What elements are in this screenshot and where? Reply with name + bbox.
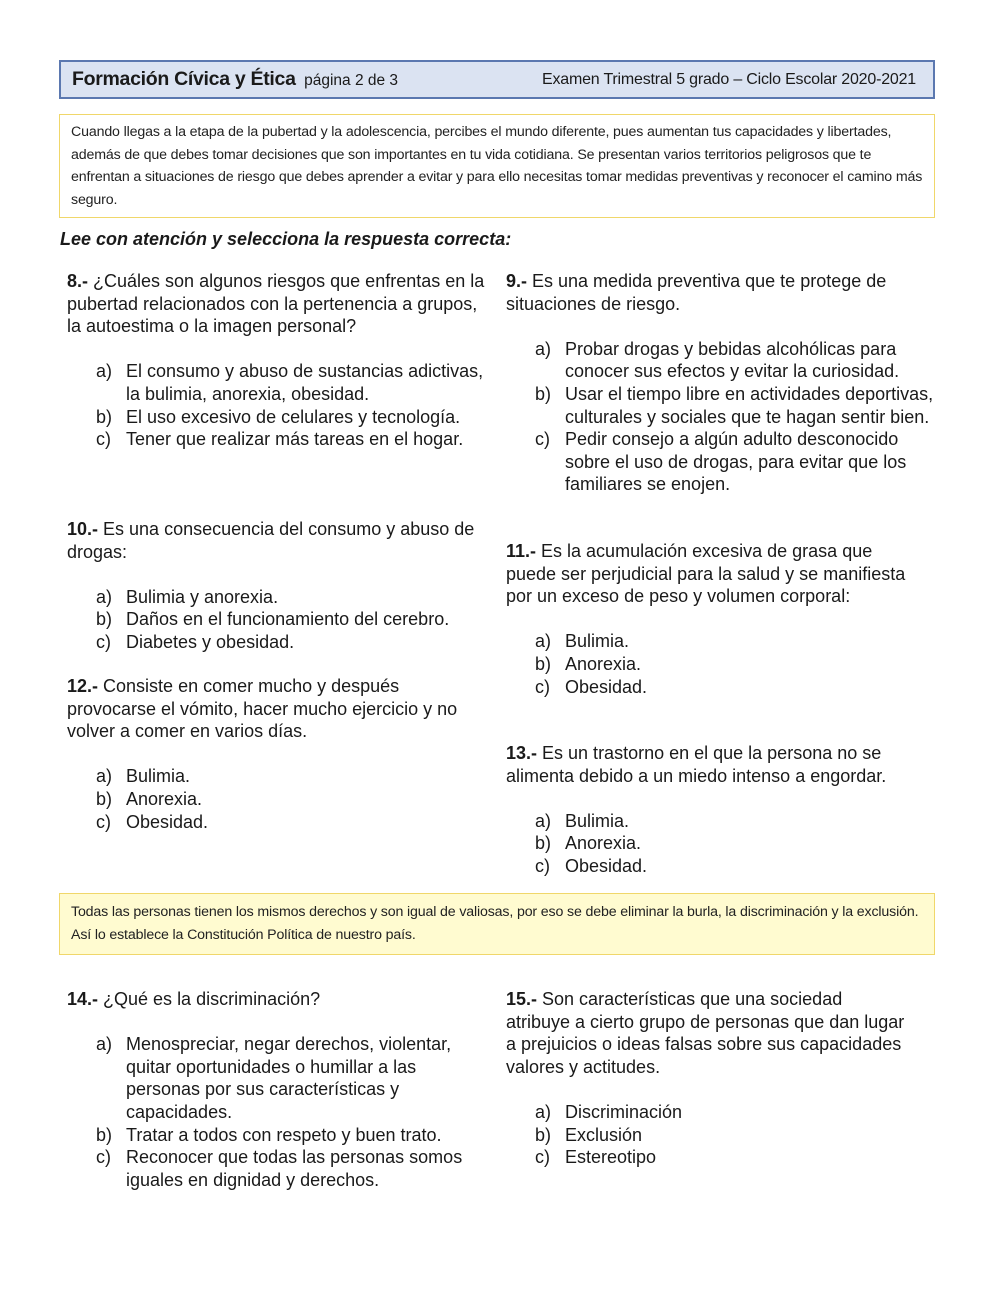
- page-number: página 2 de 3: [304, 72, 399, 89]
- option-label: b): [535, 833, 552, 854]
- option-label: b): [96, 609, 113, 630]
- option-text: Usar el tiempo libre en actividades deportivas, culturales y sociales que te hagan sentir bien.: [565, 383, 934, 427]
- option-text: Bulimia.: [126, 766, 191, 787]
- option-label: a): [96, 1034, 113, 1055]
- question-stem: [67, 518, 487, 563]
- option-text: Tener que realizar más tareas en el hogar.: [126, 429, 464, 450]
- question-number: 10.-: [67, 519, 99, 539]
- option-label: c): [535, 676, 550, 697]
- question-13: [506, 742, 936, 878]
- option-label: a): [96, 586, 113, 607]
- question-text: ¿Qué es la discriminación?: [98, 989, 321, 1009]
- option-a[interactable]: [67, 360, 487, 405]
- option-text: Anorexia.: [565, 653, 642, 674]
- options-list: [67, 1033, 487, 1191]
- question-number: 13.-: [506, 743, 538, 763]
- option-c[interactable]: [506, 428, 936, 496]
- option-b[interactable]: [506, 832, 936, 855]
- options-list: [506, 338, 936, 496]
- option-label: c): [535, 429, 550, 450]
- question-10: [67, 518, 487, 654]
- option-b[interactable]: [506, 1124, 906, 1147]
- options-list: [506, 810, 936, 878]
- question-number: 12.-: [67, 676, 99, 696]
- option-text: Diabetes y obesidad.: [126, 631, 295, 652]
- question-text: Es una consecuencia del consumo y abuso de drogas:: [67, 519, 475, 562]
- option-a[interactable]: [506, 630, 926, 653]
- option-c[interactable]: [506, 855, 936, 878]
- header-left: [72, 68, 398, 91]
- option-label: b): [96, 1124, 113, 1145]
- option-b[interactable]: [506, 383, 936, 428]
- option-text: Bulimia y anorexia.: [126, 586, 279, 607]
- option-c[interactable]: [67, 1146, 487, 1191]
- subject-title: Formación Cívica y Ética: [72, 68, 296, 90]
- option-text: Estereotipo: [565, 1147, 657, 1168]
- option-b[interactable]: [67, 406, 487, 429]
- question-9: [506, 270, 936, 496]
- option-text: Exclusión: [565, 1124, 643, 1145]
- option-b[interactable]: [67, 788, 487, 811]
- option-c[interactable]: [67, 631, 487, 654]
- option-text: Daños en el funcionamiento del cerebro.: [126, 609, 450, 630]
- question-number: 15.-: [506, 989, 538, 1009]
- question-11: [506, 540, 926, 698]
- option-text: El uso excesivo de celulares y tecnología.: [126, 406, 461, 427]
- option-c[interactable]: [67, 811, 487, 834]
- question-15: [506, 988, 906, 1169]
- question-text: Es una medida preventiva que te protege de situaciones de riesgo.: [506, 271, 887, 314]
- option-label: a): [535, 810, 552, 831]
- question-8: [67, 270, 487, 451]
- option-a[interactable]: [67, 765, 487, 788]
- rights-box: Todas las personas tienen los mismos derechos y son igual de valiosas, por eso se debe eliminar la burla, la discriminación y la exclusión. Así lo establece la Constitución Política de nuestro país.: [59, 893, 935, 955]
- option-a[interactable]: [506, 810, 936, 833]
- exam-title: Examen Trimestral 5 grado – Ciclo Escolar 2020-2021: [542, 70, 916, 88]
- question-number: 11.-: [506, 541, 537, 561]
- option-text: Reconocer que todas las personas somos iguales en dignidad y derechos.: [126, 1147, 463, 1190]
- options-list: [67, 765, 487, 833]
- option-a[interactable]: [506, 1101, 906, 1124]
- option-label: b): [535, 383, 552, 404]
- option-text: Discriminación: [565, 1101, 683, 1122]
- options-list: [67, 586, 487, 654]
- question-stem: [67, 988, 487, 1011]
- instruction-heading: Lee con atención y selecciona la respuesta correcta:: [60, 229, 512, 249]
- option-label: b): [535, 1124, 552, 1145]
- option-label: c): [96, 811, 111, 832]
- option-b[interactable]: [67, 608, 487, 631]
- option-label: a): [535, 1101, 552, 1122]
- option-text: Pedir consejo a algún adulto desconocido sobre el uso de drogas, para evitar que los familiares se enojen.: [565, 429, 907, 495]
- option-text: Menospreciar, negar derechos, violentar, quitar oportunidades o humillar a las personas por sus características y capacidades.: [126, 1034, 452, 1122]
- question-text: Son características que una sociedad atribuye a cierto grupo de personas que dan lugar a prejuicios o ideas falsas sobre sus capacidades valores y actitudes.: [506, 989, 905, 1077]
- question-number: 14.-: [67, 989, 99, 1009]
- question-stem: [67, 270, 487, 338]
- option-text: Tratar a todos con respeto y buen trato.: [126, 1124, 442, 1145]
- option-text: Obesidad.: [565, 676, 648, 697]
- question-stem: [506, 742, 936, 787]
- option-label: c): [96, 429, 111, 450]
- option-text: Anorexia.: [126, 788, 203, 809]
- question-stem: [506, 270, 936, 315]
- option-c[interactable]: [506, 1146, 906, 1169]
- options-list: [67, 360, 487, 450]
- option-label: c): [535, 855, 550, 876]
- option-label: c): [535, 1147, 550, 1168]
- question-stem: [506, 540, 926, 608]
- page-header: [59, 60, 935, 99]
- question-text: ¿Cuáles son algunos riesgos que enfrentas en la pubertad relacionados con la pertenencia a grupos, la autoestima o la imagen personal?: [67, 271, 485, 337]
- option-label: b): [535, 653, 552, 674]
- option-text: Bulimia.: [565, 631, 630, 652]
- question-text: Consiste en comer mucho y después provocarse el vómito, hacer mucho ejercicio y no volver a comer en varios días.: [67, 676, 458, 742]
- options-list: [506, 1101, 906, 1169]
- option-a[interactable]: [67, 1033, 487, 1123]
- option-label: c): [96, 631, 111, 652]
- option-text: Probar drogas y bebidas alcohólicas para conocer sus efectos y evitar la curiosidad.: [565, 338, 900, 382]
- option-b[interactable]: [67, 1124, 487, 1147]
- option-text: Bulimia.: [565, 810, 630, 831]
- options-list: [506, 630, 926, 698]
- option-label: a): [535, 631, 552, 652]
- option-text: Obesidad.: [565, 855, 648, 876]
- question-stem: [67, 675, 487, 743]
- option-a[interactable]: [67, 586, 487, 609]
- option-label: a): [96, 361, 113, 382]
- question-number: 9.-: [506, 271, 528, 291]
- intro-box: Cuando llegas a la etapa de la pubertad y la adolescencia, percibes el mundo diferente, pues aumentan tus capacidades y libertades, además de que debes tomar decisiones que son importantes en tu vida cotidiana. Se presentan varios territorios peligrosos que te enfrentan a situaciones de riesgo que debes aprender a evitar y para ello necesitas tomar medidas preventivas y reconocer el camino más seguro.: [59, 114, 935, 218]
- option-c[interactable]: [506, 676, 926, 699]
- question-text: Es un trastorno en el que la persona no se alimenta debido a un miedo intenso a engordar.: [506, 743, 887, 786]
- option-c[interactable]: [67, 428, 487, 451]
- question-14: [67, 988, 487, 1191]
- option-text: Obesidad.: [126, 811, 209, 832]
- option-a[interactable]: [506, 338, 936, 383]
- option-label: b): [96, 406, 113, 427]
- question-number: 8.-: [67, 271, 89, 291]
- option-text: Anorexia.: [565, 833, 642, 854]
- option-b[interactable]: [506, 653, 926, 676]
- question-stem: [506, 988, 906, 1078]
- option-label: b): [96, 788, 113, 809]
- question-12: [67, 675, 487, 833]
- option-label: c): [96, 1147, 111, 1168]
- option-label: a): [535, 338, 552, 359]
- question-text: Es la acumulación excesiva de grasa que puede ser perjudicial para la salud y se manifiesta por un exceso de peso y volumen corporal:: [506, 541, 906, 607]
- option-label: a): [96, 766, 113, 787]
- option-text: El consumo y abuso de sustancias adictivas, la bulimia, anorexia, obesidad.: [126, 361, 484, 404]
